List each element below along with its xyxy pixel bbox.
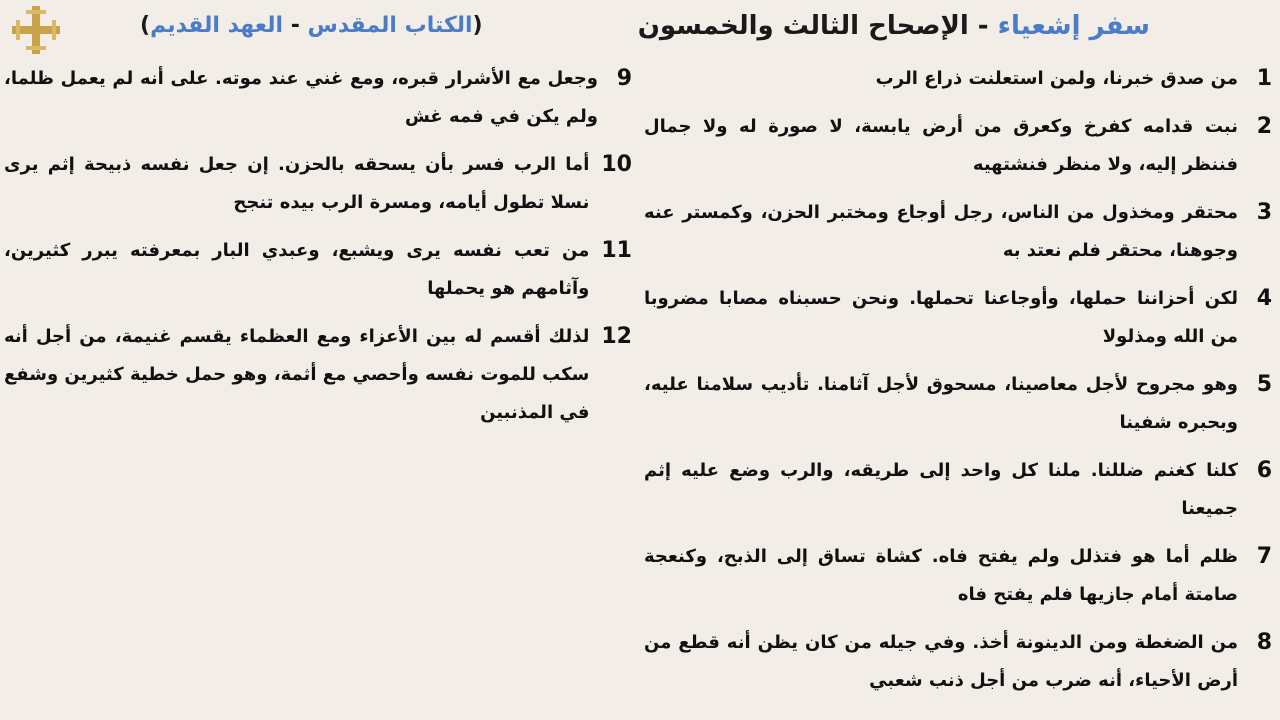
verse-number: 7	[1256, 544, 1272, 569]
verse-number: 2	[1256, 114, 1272, 139]
verse-text: وهو مجروح لأجل معاصينا، مسحوق لأجل آثامنا. تأديب سلامنا عليه، وبحبره شفينا	[644, 374, 1238, 433]
verse-6	[644, 452, 1272, 528]
verse-number: 1	[1256, 66, 1272, 91]
verses-column-right	[644, 60, 1272, 710]
verse-text: لذلك أقسم له بين الأعزاء ومع العظماء يقسم غنيمة، من أجل أنه سكب للموت نفسه وأحصي مع أثمة، وهو حمل خطية كثيرين وشفع في المذنبين	[4, 326, 590, 423]
verse-text: من صدق خبرنا، ولمن استعلنت ذراع الرب	[875, 68, 1238, 89]
bible-separator: -	[283, 13, 308, 38]
verse-text: كلنا كغنم ضللنا. ملنا كل واحد إلى طريقه، والرب وضع عليه إثم جميعنا	[644, 460, 1238, 519]
verses-column-left	[4, 60, 632, 442]
verse-text: لكن أحزاننا حملها، وأوجاعنا تحملها. ونحن حسبناه مصابا مضروبا من الله ومذلولا	[644, 288, 1238, 347]
verse-number: 12	[601, 324, 632, 349]
verse-5	[644, 366, 1272, 442]
verse-number: 11	[601, 238, 632, 263]
book-chapter-title	[638, 6, 1150, 46]
bible-book-name: الكتاب المقدس	[307, 13, 473, 38]
verse-1	[644, 60, 1272, 98]
bible-reference	[140, 6, 483, 46]
verse-number: 5	[1256, 372, 1272, 397]
verse-number: 8	[1256, 630, 1272, 655]
verse-text: من الضغطة ومن الدينونة أخذ. وفي جيله من كان يظن أنه قطع من أرض الأحياء، أنه ضرب من أجل ذنب شعبي	[644, 632, 1238, 691]
verse-text: ظلم أما هو فتذلل ولم يفتح فاه. كشاة تساق إلى الذبح، وكنعجة صامتة أمام جازيها فلم يفتح فاه	[644, 546, 1238, 605]
verse-number: 10	[601, 152, 632, 177]
verse-number: 6	[1256, 458, 1272, 483]
testament-name: العهد القديم	[150, 13, 284, 38]
header	[80, 6, 1150, 48]
verse-12	[4, 318, 632, 432]
verse-3	[644, 194, 1272, 270]
verse-number: 4	[1256, 286, 1272, 311]
verse-text: نبت قدامه كفرخ وكعرق من أرض يابسة، لا صورة له ولا جمال فننظر إليه، ولا منظر فنشتهيه	[644, 116, 1238, 175]
verse-text: من تعب نفسه يرى ويشبع، وعبدي البار بمعرفته يبرر كثيرين، وآثامهم هو يحملها	[4, 240, 590, 299]
verse-text: وجعل مع الأشرار قبره، ومع غني عند موته. على أنه لم يعمل ظلما، ولم يكن في فمه غش	[4, 68, 598, 127]
bible-open-paren: (	[472, 13, 483, 38]
verse-10	[4, 146, 632, 222]
verse-number: 9	[616, 66, 632, 91]
title-separator: -	[968, 11, 998, 41]
verse-2	[644, 108, 1272, 184]
verse-text: أما الرب فسر بأن يسحقه بالحزن. إن جعل نفسه ذبيحة إثم يرى نسلا تطول أيامه، ومسرة الرب بيده تنجح	[4, 154, 590, 213]
coptic-cross-logo-icon	[6, 4, 66, 56]
verse-9	[4, 60, 632, 136]
verse-text: محتقر ومخذول من الناس، رجل أوجاع ومختبر الحزن، وكمستر عنه وجوهنا، محتقر فلم نعتد به	[644, 202, 1238, 261]
verse-number: 3	[1256, 200, 1272, 225]
chapter-name: الإصحاح الثالث والخمسون	[637, 11, 969, 41]
verse-4	[644, 280, 1272, 356]
verse-8	[644, 624, 1272, 700]
book-name: سفر إشعياء	[997, 11, 1150, 41]
verse-11	[4, 232, 632, 308]
bible-close-paren: )	[140, 13, 151, 38]
verse-7	[644, 538, 1272, 614]
